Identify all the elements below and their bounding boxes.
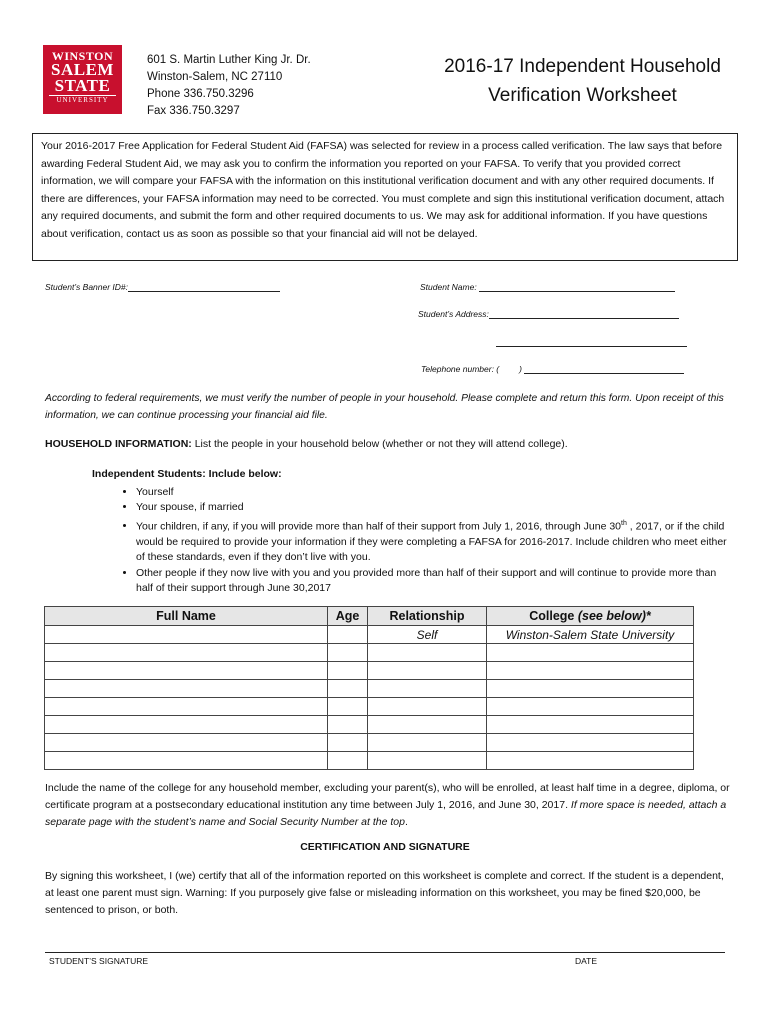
college-note-italic: If more space is needed, attach a separate page with the student’s name and Social Security Number at the top	[45, 799, 727, 828]
cell-age[interactable]	[328, 752, 368, 770]
cell-name[interactable]	[45, 716, 328, 734]
table-row	[45, 680, 694, 698]
cell-college[interactable]	[487, 698, 694, 716]
college-header-note: (see below)*	[577, 609, 651, 623]
list-item: • Your spouse, if married	[136, 500, 732, 516]
cell-relationship[interactable]	[368, 680, 487, 698]
household-text: List the people in your household below (whether or not they will attend college).	[191, 438, 568, 450]
certification-heading: CERTIFICATION AND SIGNATURE	[300, 841, 470, 853]
col-college	[487, 607, 694, 626]
certification-text: By signing this worksheet, I (we) certify that all of the information reported on this worksheet is complete and correct. If the student is a dependent, at least one parent must sign. Warning: If you purposely give false or misleading information on this worksheet, you may be fined $20,000, be sentenced to prison, or both.	[45, 870, 724, 916]
title-line-1: 2016-17 Independent Household	[444, 56, 721, 77]
cell-name[interactable]	[45, 698, 328, 716]
cell-relationship[interactable]	[368, 662, 487, 680]
page-title	[405, 52, 760, 110]
college-header: College	[529, 609, 578, 623]
college-note-end: .	[404, 816, 408, 828]
table-row	[45, 752, 694, 770]
cell-age[interactable]	[328, 734, 368, 752]
cell-relationship[interactable]	[368, 698, 487, 716]
cell-name[interactable]	[45, 626, 328, 644]
address-line-2: Winston-Salem, NC 27110	[147, 71, 283, 83]
cell-name[interactable]	[45, 662, 328, 680]
table-header-row	[45, 607, 694, 626]
banner-id-label: Student’s Banner ID#:	[45, 282, 129, 292]
cell-age[interactable]	[328, 680, 368, 698]
cell-age[interactable]	[328, 716, 368, 734]
requirement-text: According to federal requirements, we must verify the number of people in your household. Please complete and return this form. Upon receipt of this information, we can continue processing your financial aid file.	[45, 393, 724, 421]
list-item: • Yourself	[136, 485, 732, 501]
list-item	[136, 516, 732, 566]
student-name-label: Student Name:	[420, 282, 477, 292]
ordinal-suffix: th	[621, 519, 627, 527]
cell-relationship[interactable]	[368, 716, 487, 734]
college-note-text: Include the name of the college for any household member, excluding your parent(s), who will be enrolled, at least half time in a degree, diploma, or certificate program at a postsecondary educational institution any time between July 1, 2016, and June 30, 2017.	[45, 782, 730, 811]
student-name-line[interactable]	[479, 291, 675, 292]
contact-block	[147, 52, 311, 120]
children-text: Your children, if any, if you will provide more than half of their support from July 1, 2016, through June 30	[136, 520, 622, 532]
title-line-2: Verification Worksheet	[488, 85, 677, 106]
signature-line[interactable]	[45, 952, 725, 953]
cell-college[interactable]	[487, 644, 694, 662]
phone-number: Phone 336.750.3296	[147, 88, 254, 100]
address-line-1: 601 S. Martin Luther King Jr. Dr.	[147, 54, 311, 66]
children-text-cont: , 2017, or if the child would be required to provide your information if they were completing a FAFSA for 2016-2017. Include children who meet either of these standards, even if they don’t live with you.	[136, 520, 727, 563]
telephone-label: Telephone number: (	[421, 364, 500, 374]
cell-college[interactable]	[487, 752, 694, 770]
household-heading: HOUSEHOLD INFORMATION:	[45, 438, 192, 450]
student-name-field[interactable]	[420, 282, 675, 292]
university-logo	[43, 45, 122, 114]
student-address-field[interactable]	[418, 309, 679, 319]
cell-age[interactable]	[328, 644, 368, 662]
cell-college[interactable]	[487, 716, 694, 734]
cell-relationship[interactable]	[368, 644, 487, 662]
logo-line-2: SALEM	[51, 60, 114, 79]
cell-name[interactable]	[45, 644, 328, 662]
col-age: Age	[328, 607, 368, 626]
fax-number: Fax 336.750.3297	[147, 105, 240, 117]
cell-college[interactable]	[487, 662, 694, 680]
banner-id-line[interactable]	[128, 291, 280, 292]
date-label: DATE	[575, 956, 598, 966]
table-row	[45, 734, 694, 752]
cell-college[interactable]	[487, 734, 694, 752]
cell-age[interactable]	[328, 626, 368, 644]
cell-name[interactable]	[45, 734, 328, 752]
student-address-label: Student’s Address:	[418, 309, 489, 319]
logo-line-1: WINSTON	[51, 49, 114, 63]
household-info	[45, 436, 735, 453]
household-table	[44, 606, 694, 770]
intro-box: Your 2016-2017 Free Application for Federal Student Aid (FAFSA) was selected for review in a process called verification. The law says that before awarding Federal Student Aid, we may ask you to confirm the information you reported on your FAFSA. To verify that you provided correct information, we will compare your FAFSA with the information on this institutional verification document and with any other required documents. If there are differences, your FAFSA information may need to be corrected. You must complete and sign this institutional verification document, attach any required documents, and submit the form and other required documents to us. We may ask for additional information. If you have questions about verification, contact us as soon as possible so that your financial aid will not be delayed.	[32, 133, 738, 261]
cell-relationship[interactable]	[368, 734, 487, 752]
cell-college[interactable]: Winston-Salem State University	[487, 626, 694, 644]
logo-line-3: STATE	[54, 76, 111, 95]
cell-college[interactable]	[487, 680, 694, 698]
list-item: • Other people if they now live with you and you provided more than half of their support and will continue to provide more than half of their support through June 30,2017	[136, 566, 732, 597]
table-row	[45, 716, 694, 734]
inclusion-list	[92, 485, 732, 597]
cell-relationship[interactable]	[368, 752, 487, 770]
table-row	[45, 626, 694, 644]
col-full-name: Full Name	[45, 607, 328, 626]
independent-heading: Independent Students: Include below:	[92, 468, 282, 480]
telephone-line[interactable]	[524, 373, 684, 374]
cell-name[interactable]	[45, 680, 328, 698]
student-signature-label: STUDENT’S SIGNATURE	[49, 956, 149, 966]
table-row	[45, 662, 694, 680]
college-note	[45, 780, 735, 831]
cell-age[interactable]	[328, 662, 368, 680]
table-row	[45, 644, 694, 662]
logo-line-4: UNIVERSITY	[49, 95, 116, 105]
cell-name[interactable]	[45, 752, 328, 770]
telephone-field[interactable]	[421, 364, 684, 374]
banner-id-field[interactable]	[45, 282, 280, 292]
telephone-close: )	[519, 364, 522, 374]
cell-relationship[interactable]: Self	[368, 626, 487, 644]
cell-age[interactable]	[328, 698, 368, 716]
student-address-line-2[interactable]	[496, 346, 687, 347]
student-address-line[interactable]	[489, 318, 679, 319]
col-relationship: Relationship	[368, 607, 487, 626]
independent-students-block	[92, 467, 732, 597]
table-row	[45, 698, 694, 716]
